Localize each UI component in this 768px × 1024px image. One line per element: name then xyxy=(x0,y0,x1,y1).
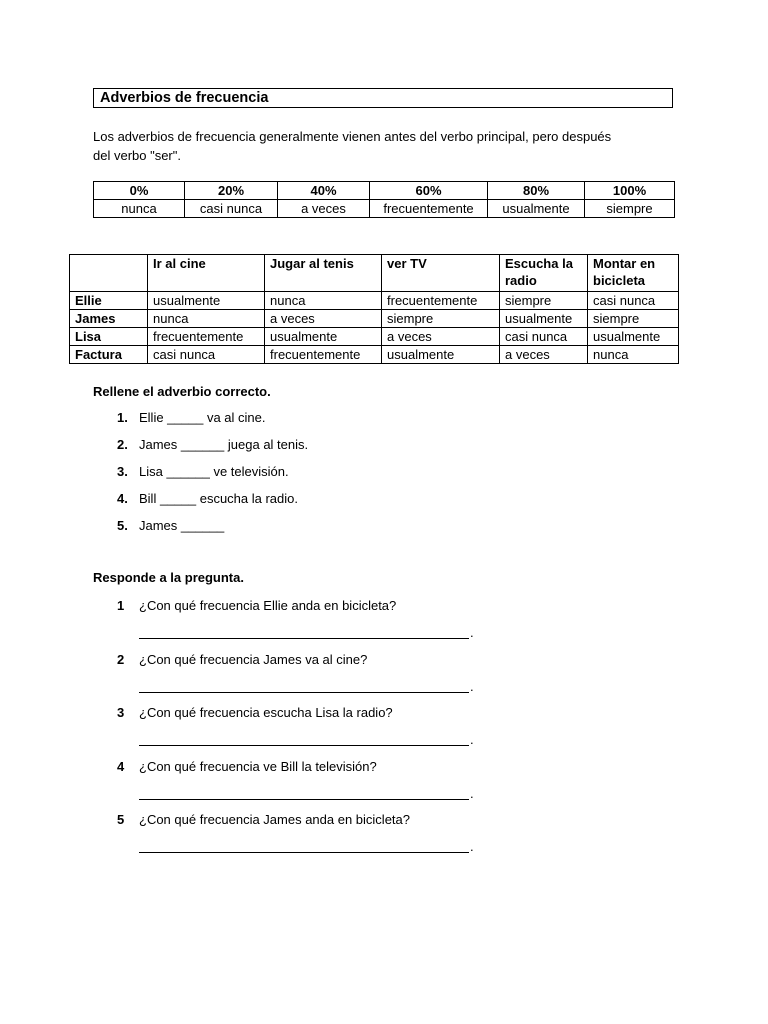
header-cell: Jugar al tenis xyxy=(265,255,382,292)
schedule-cell: nunca xyxy=(148,310,265,328)
answer-period: . xyxy=(470,839,474,854)
intro-line-2: del verbo "ser". xyxy=(93,148,181,163)
percent-cell: 100% xyxy=(585,182,675,200)
schedule-cell: nunca xyxy=(265,292,382,310)
title-box xyxy=(93,88,673,108)
header-cell xyxy=(588,255,679,292)
answer-line[interactable] xyxy=(139,692,469,693)
header-cell: Ir al cine xyxy=(148,255,265,292)
question-item xyxy=(117,598,396,613)
adverb-cell: casi nunca xyxy=(185,200,278,218)
list-item xyxy=(117,491,298,506)
schedule-cell: usualmente xyxy=(382,346,500,364)
percent-cell: 20% xyxy=(185,182,278,200)
item-number: 5. xyxy=(117,518,128,533)
question-number: 5 xyxy=(117,812,125,827)
answer-period: . xyxy=(470,732,474,747)
schedule-cell: usualmente xyxy=(500,310,588,328)
schedule-cell: a veces xyxy=(265,310,382,328)
schedule-cell: siempre xyxy=(588,310,679,328)
person-name: Lisa xyxy=(70,328,148,346)
item-text: James ______ juega al tenis. xyxy=(139,437,309,452)
frequency-percent-row xyxy=(94,182,675,200)
adverb-cell: usualmente xyxy=(488,200,585,218)
answer-period: . xyxy=(470,679,474,694)
item-text: Ellie _____ va al cine. xyxy=(139,410,266,425)
header-cell: ver TV xyxy=(382,255,500,292)
adverb-cell: frecuentemente xyxy=(370,200,488,218)
adverb-cell: nunca xyxy=(94,200,185,218)
schedule-row xyxy=(70,346,679,364)
schedule-row xyxy=(70,310,679,328)
question-item xyxy=(117,759,377,774)
item-text: Lisa ______ ve televisión. xyxy=(139,464,289,479)
header-line: Escucha la xyxy=(505,256,573,271)
adverb-cell: siempre xyxy=(585,200,675,218)
page-title: Adverbios de frecuencia xyxy=(100,90,269,106)
schedule-row xyxy=(70,328,679,346)
list-item xyxy=(117,464,289,479)
answer-line[interactable] xyxy=(139,638,469,639)
question-text: ¿Con qué frecuencia ve Bill la televisión? xyxy=(139,759,377,774)
question-item xyxy=(117,652,367,667)
schedule-cell: siempre xyxy=(500,292,588,310)
schedule-row xyxy=(70,292,679,310)
schedule-cell: frecuentemente xyxy=(265,346,382,364)
question-number: 4 xyxy=(117,759,125,774)
schedule-cell: frecuentemente xyxy=(382,292,500,310)
header-line: radio xyxy=(505,273,537,288)
header-cell-empty xyxy=(70,255,148,292)
schedule-cell: siempre xyxy=(382,310,500,328)
schedule-table xyxy=(69,254,679,364)
answer-line[interactable] xyxy=(139,799,469,800)
percent-cell: 0% xyxy=(94,182,185,200)
percent-cell: 80% xyxy=(488,182,585,200)
answer-line[interactable] xyxy=(139,852,469,853)
question-text: ¿Con qué frecuencia James anda en bicicleta? xyxy=(139,812,410,827)
frequency-adverb-row xyxy=(94,200,675,218)
question-number: 2 xyxy=(117,652,125,667)
question-item xyxy=(117,705,393,720)
person-name: James xyxy=(70,310,148,328)
schedule-cell: frecuentemente xyxy=(148,328,265,346)
item-number: 3. xyxy=(117,464,128,479)
intro-paragraph xyxy=(93,127,683,165)
person-name: Ellie xyxy=(70,292,148,310)
person-name: Factura xyxy=(70,346,148,364)
percent-cell: 60% xyxy=(370,182,488,200)
header-cell xyxy=(500,255,588,292)
adverb-cell: a veces xyxy=(278,200,370,218)
schedule-header-row xyxy=(70,255,679,292)
question-text: ¿Con qué frecuencia escucha Lisa la radio? xyxy=(139,705,393,720)
schedule-cell: a veces xyxy=(382,328,500,346)
item-text: Bill _____ escucha la radio. xyxy=(139,491,298,506)
list-item xyxy=(117,518,224,533)
list-item xyxy=(117,437,308,452)
question-text: ¿Con qué frecuencia Ellie anda en bicicleta? xyxy=(139,598,397,613)
fill-section-title: Rellene el adverbio correcto. xyxy=(93,384,271,399)
intro-line-1: Los adverbios de frecuencia generalmente vienen antes del verbo principal, pero después xyxy=(93,129,612,144)
schedule-cell: usualmente xyxy=(588,328,679,346)
schedule-cell: usualmente xyxy=(148,292,265,310)
schedule-cell: usualmente xyxy=(265,328,382,346)
header-line: bicicleta xyxy=(593,273,646,288)
question-text: ¿Con qué frecuencia James va al cine? xyxy=(139,652,368,667)
schedule-cell: a veces xyxy=(500,346,588,364)
item-number: 4. xyxy=(117,491,128,506)
schedule-cell: casi nunca xyxy=(588,292,679,310)
list-item xyxy=(117,410,265,425)
answer-line[interactable] xyxy=(139,745,469,746)
schedule-cell: nunca xyxy=(588,346,679,364)
header-line: Montar en xyxy=(593,256,656,271)
question-number: 3 xyxy=(117,705,125,720)
item-number: 2. xyxy=(117,437,128,452)
frequency-table xyxy=(93,181,675,218)
answer-period: . xyxy=(470,625,474,640)
item-number: 1. xyxy=(117,410,128,425)
question-item xyxy=(117,812,410,827)
schedule-cell: casi nunca xyxy=(500,328,588,346)
item-text: James ______ xyxy=(139,518,225,533)
answer-period: . xyxy=(470,786,474,801)
percent-cell: 40% xyxy=(278,182,370,200)
schedule-cell: casi nunca xyxy=(148,346,265,364)
question-number: 1 xyxy=(117,598,125,613)
question-section-title: Responde a la pregunta. xyxy=(93,570,244,585)
